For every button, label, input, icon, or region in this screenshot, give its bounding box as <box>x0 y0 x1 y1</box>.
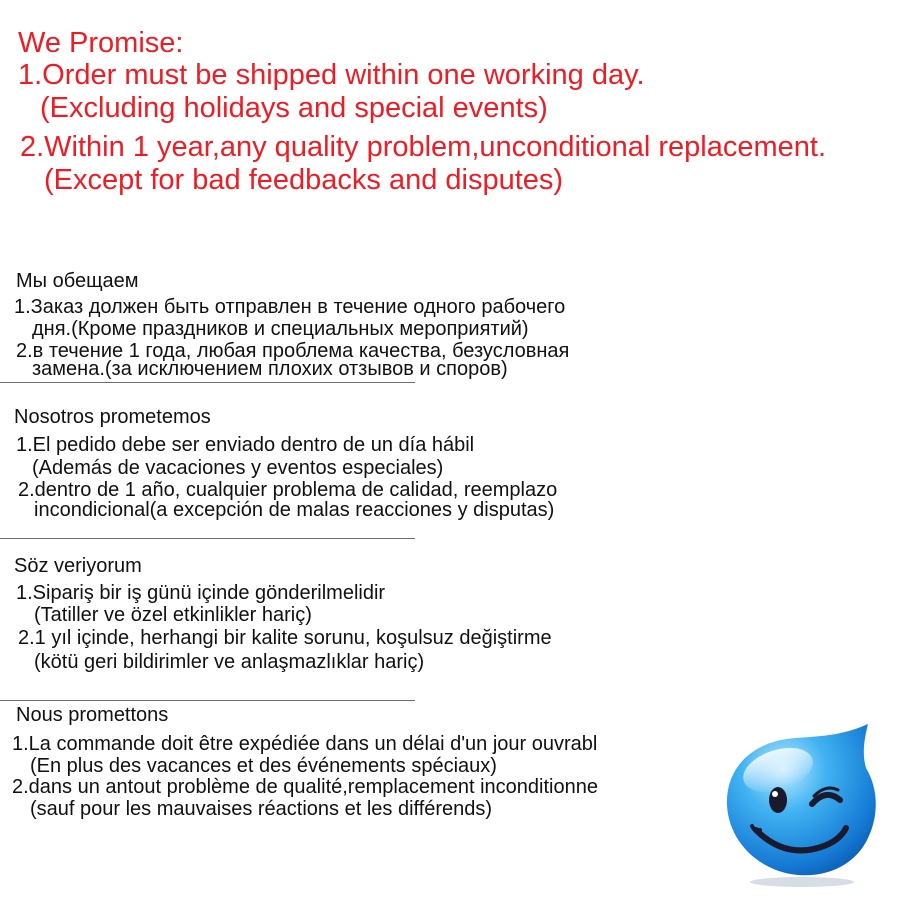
russian-promise-line-3: 2.в течение 1 года, любая проблема качества, безусловная <box>16 340 570 362</box>
section-divider <box>0 538 415 539</box>
turkish-promise-line-2: (Tatiller ve özel etkinlikler hariç) <box>34 604 312 626</box>
turkish-promise-title: Söz veriyorum <box>14 555 142 577</box>
russian-promise-line-2: дня.(Кроме праздников и специальных мероприятий) <box>32 318 529 340</box>
french-promise-line-2: (En plus des vacances et des événements spéciaux) <box>30 755 497 777</box>
turkish-promise-line-3: 2.1 yıl içinde, herhangi bir kalite sorunu, koşulsuz değiştirme <box>18 627 552 649</box>
english-promise-title: We Promise: <box>18 27 184 59</box>
french-promise-line-1: 1.La commande doit être expédiée dans un délai d'un jour ouvrabl <box>12 733 598 755</box>
russian-promise-line-1: 1.Заказ должен быть отправлен в течение одного рабочего <box>14 296 566 318</box>
turkish-promise-line-4: (kötü geri bildirimler ve anlaşmazlıklar hariç) <box>34 651 425 673</box>
french-promise-line-3: 2.dans un antout problème de qualité,remplacement inconditionne <box>12 776 598 798</box>
spanish-promise-line-4: incondicional(a excepción de malas reacciones y disputas) <box>34 499 555 521</box>
english-promise-item-2-note: (Except for bad feedbacks and disputes) <box>44 164 564 196</box>
section-divider <box>0 700 415 701</box>
english-promise-item-2: 2.Within 1 year,any quality problem,unconditional replacement. <box>20 131 827 163</box>
english-promise-item-1-note: (Excluding holidays and special events) <box>40 92 548 124</box>
russian-promise-line-4: замена.(за исключением плохих отзывов и споров) <box>32 358 508 380</box>
turkish-promise-line-1: 1.Sipariş bir iş günü içinde gönderilmelidir <box>16 582 386 604</box>
spanish-promise-title: Nosotros prometemos <box>14 406 211 428</box>
spanish-promise-line-3: 2.dentro de 1 año, cualquier problema de calidad, reemplazo <box>18 479 558 501</box>
winking-smiley-drop-icon <box>716 718 886 888</box>
spanish-promise-line-2: (Además de vacaciones y eventos especiales) <box>32 457 444 479</box>
french-promise-line-4: (sauf pour les mauvaises réactions et les différends) <box>30 798 493 820</box>
spanish-promise-line-1: 1.El pedido debe ser enviado dentro de un día hábil <box>16 434 475 456</box>
russian-promise-title: Мы обещаем <box>16 270 139 292</box>
english-promise-item-1: 1.Order must be shipped within one working day. <box>18 59 645 91</box>
section-divider <box>0 382 415 383</box>
french-promise-title: Nous promettons <box>16 704 169 726</box>
